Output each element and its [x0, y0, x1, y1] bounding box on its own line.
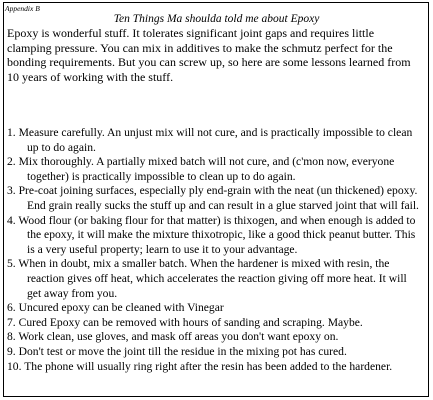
item-text: Cured Epoxy can be removed with hours of sanding and scraping. Maybe. [18, 315, 363, 329]
item-text: Work clean, use gloves, and mask off areas you don't want epoxy on. [18, 330, 339, 344]
tips-list [7, 126, 423, 374]
list-item [7, 345, 423, 360]
list-item [7, 330, 423, 345]
item-text: The phone will usually ring right after the resin has been added to the hardener. [24, 359, 393, 373]
item-number: 2. [7, 155, 16, 169]
item-number: 4. [7, 213, 16, 227]
item-number: 3. [7, 184, 16, 198]
item-number: 5. [7, 257, 16, 271]
item-text: Measure carefully. An unjust mix will not cure, and is practically impossible to clean up to do again. [18, 126, 413, 154]
list-item [7, 155, 423, 184]
list-item [7, 126, 423, 155]
item-text: Uncured epoxy can be cleaned with Vinegar [18, 301, 224, 315]
item-text: Mix thoroughly. A partially mixed batch will not cure, and (c'mon now, everyone together) is practically impossible to clean up to do again. [18, 155, 395, 183]
item-text: Wood flour (or baking flour for that matter) is thixogen, and when enough is added to the epoxy, it will make the mixture thixotropic, like a good thick peanut butter. This is a very useful property; learn to use it to your advantage. [18, 213, 416, 256]
list-item [7, 214, 423, 258]
item-number: 9. [7, 344, 16, 358]
item-number: 1. [7, 126, 16, 139]
list-item [7, 184, 423, 213]
item-number: 8. [7, 330, 16, 344]
item-text: Don't test or move the joint till the residue in the mixing pot has cured. [18, 344, 347, 358]
item-text: Pre-coat joining surfaces, especially ply end-grain with the neat (un thickened) epoxy. End grain really sucks the stuff up and can result in a glue starved joint that will fail. [18, 184, 419, 212]
document-title: Ten Things Ma shoulda told me about Epoxy [113, 13, 320, 25]
item-number: 7. [7, 315, 16, 329]
appendix-label: Appendix B [5, 4, 40, 13]
list-item [7, 301, 423, 316]
item-number: 6. [7, 301, 16, 315]
list-item [7, 316, 423, 331]
item-text: When in doubt, mix a smaller batch. When the hardener is mixed with resin, the reaction gives off heat, which accelerates the reaction giving off more heat. It will get away from you. [18, 257, 407, 300]
intro-paragraph: Epoxy is wonderful stuff. It tolerates significant joint gaps and requires little clamping pressure. You can mix in additives to make the schmutz perfect for the bonding requirements. But you can screw up, so here are some lessons learned from 10 years of working with the stuff. [7, 26, 411, 84]
list-item [7, 360, 423, 375]
list-item [7, 257, 423, 301]
item-number: 10. [7, 359, 22, 373]
